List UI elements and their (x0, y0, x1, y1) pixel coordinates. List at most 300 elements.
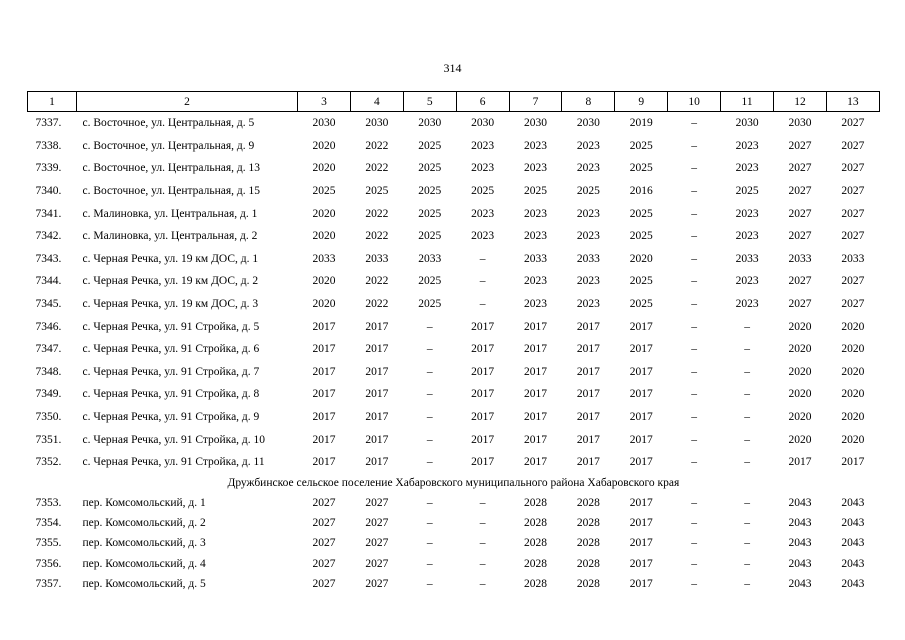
year-cell: 2027 (841, 117, 865, 130)
year-cell: – (691, 578, 698, 591)
header-cell: 6 (456, 92, 509, 112)
year-cell: 2017 (312, 320, 336, 333)
year-cell: – (691, 117, 698, 130)
year-cell: – (479, 252, 486, 265)
table-row (28, 225, 880, 248)
table-row (28, 406, 880, 429)
year-cell: 2017 (576, 365, 600, 378)
year-cell: 2017 (365, 320, 389, 333)
header-cell: 3 (298, 92, 351, 112)
header-row (28, 92, 880, 112)
year-cell: – (426, 496, 433, 509)
year-cell: – (479, 557, 486, 570)
table-row (28, 202, 880, 225)
address-cell: пер. Комсомольский, д. 1 (82, 496, 206, 509)
year-cell: – (744, 537, 750, 550)
year-cell: 2027 (841, 162, 865, 175)
year-cell: 2017 (788, 456, 812, 469)
year-cell: – (479, 496, 486, 509)
year-cell: – (479, 517, 486, 530)
year-cell: 2017 (312, 433, 336, 446)
address-cell: с. Восточное, ул. Центральная, д. 9 (82, 139, 255, 152)
year-cell: 2017 (471, 320, 495, 333)
year-cell: 2017 (471, 388, 495, 401)
row-number: 7338. (35, 139, 62, 152)
year-cell: 2022 (365, 207, 389, 220)
year-cell: – (744, 388, 750, 401)
year-cell: – (426, 578, 433, 591)
row-number: 7344. (35, 275, 62, 288)
year-cell: 2017 (471, 365, 495, 378)
year-cell: 2017 (629, 496, 653, 509)
year-cell: 2028 (524, 517, 547, 530)
year-cell: 2025 (418, 185, 442, 198)
year-cell: 2023 (471, 230, 495, 243)
year-cell: 2023 (524, 162, 547, 175)
year-cell: 2028 (524, 557, 547, 570)
year-cell: 2025 (418, 230, 442, 243)
year-cell: 2020 (312, 162, 336, 175)
year-cell: 2027 (365, 557, 389, 570)
year-cell: 2017 (629, 433, 653, 446)
year-cell: 2025 (735, 185, 759, 198)
table-row (28, 157, 880, 180)
year-cell: – (479, 275, 486, 288)
year-cell: – (744, 517, 750, 530)
year-cell: 2027 (365, 496, 389, 509)
row-number: 7351. (35, 433, 62, 446)
header-cell: 10 (668, 92, 721, 112)
year-cell: – (691, 275, 698, 288)
address-cell: с. Черная Речка, ул. 91 Стройка, д. 9 (82, 411, 260, 424)
year-cell: 2020 (312, 275, 336, 288)
year-cell: 2023 (524, 139, 547, 152)
year-cell: 2025 (418, 275, 442, 288)
row-number: 7342. (35, 230, 62, 243)
row-number: 7349. (35, 388, 62, 401)
row-number: 7355. (35, 537, 62, 550)
year-cell: 2017 (841, 456, 865, 469)
year-cell: – (691, 252, 698, 265)
year-cell: – (691, 388, 698, 401)
year-cell: 2028 (576, 557, 600, 570)
address-cell: с. Восточное, ул. Центральная, д. 5 (82, 117, 255, 130)
address-cell: пер. Комсомольский, д. 2 (82, 517, 206, 530)
year-cell: – (426, 411, 433, 424)
header-cell: 2 (77, 92, 298, 112)
year-cell: 2020 (841, 411, 865, 424)
year-cell: 2023 (576, 162, 600, 175)
year-cell: 2017 (524, 320, 547, 333)
year-cell: 2025 (418, 298, 442, 311)
year-cell: – (744, 433, 750, 446)
year-cell: 2023 (576, 275, 600, 288)
year-cell: 2025 (629, 275, 653, 288)
header-cell: 5 (403, 92, 456, 112)
table-row (28, 493, 880, 513)
year-cell: 2020 (312, 298, 336, 311)
year-cell: 2043 (841, 537, 865, 550)
year-cell: 2030 (365, 117, 389, 130)
year-cell: 2017 (471, 411, 495, 424)
table-row (28, 135, 880, 158)
year-cell: 2017 (629, 411, 653, 424)
year-cell: 2020 (312, 230, 336, 243)
year-cell: 2017 (365, 433, 389, 446)
year-cell: 2022 (365, 162, 389, 175)
year-cell: 2027 (841, 207, 865, 220)
year-cell: 2025 (629, 230, 653, 243)
year-cell: 2023 (471, 207, 495, 220)
year-cell: 2027 (365, 578, 389, 591)
year-cell: 2033 (841, 252, 865, 265)
year-cell: 2028 (524, 578, 547, 591)
year-cell: 2030 (471, 117, 495, 130)
year-cell: 2020 (788, 433, 812, 446)
year-cell: 2023 (524, 275, 547, 288)
year-cell: 2017 (629, 537, 653, 550)
table-row (28, 293, 880, 316)
table-row (28, 180, 880, 203)
section-title: Дружбинское сельское поселение Хабаровского муниципального района Хабаровского края (227, 477, 680, 489)
table-row (28, 428, 880, 451)
year-cell: 2017 (576, 320, 600, 333)
year-cell: – (744, 411, 750, 424)
year-cell: – (426, 433, 433, 446)
year-cell: 2017 (365, 365, 389, 378)
year-cell: 2017 (312, 411, 336, 424)
year-cell: – (691, 185, 698, 198)
year-cell: 2027 (788, 275, 812, 288)
section-row (28, 474, 880, 493)
row-number: 7354. (35, 517, 62, 530)
year-cell: 2027 (365, 517, 389, 530)
year-cell: – (744, 557, 750, 570)
year-cell: 2017 (524, 433, 547, 446)
year-cell: 2030 (524, 117, 547, 130)
year-cell: 2027 (788, 139, 812, 152)
address-cell: с. Восточное, ул. Центральная, д. 15 (82, 185, 260, 198)
table-row (28, 574, 880, 594)
year-cell: 2020 (788, 343, 812, 356)
header-cell: 8 (562, 92, 615, 112)
year-cell: 2017 (365, 343, 389, 356)
table-row (28, 554, 880, 574)
year-cell: – (691, 365, 698, 378)
row-number: 7345. (35, 298, 62, 311)
year-cell: – (691, 230, 698, 243)
year-cell: – (426, 557, 433, 570)
address-cell: с. Черная Речка, ул. 91 Стройка, д. 7 (82, 365, 260, 378)
year-cell: 2020 (841, 320, 865, 333)
year-cell: – (691, 298, 698, 311)
year-cell: 2017 (524, 411, 547, 424)
year-cell: 2020 (788, 411, 812, 424)
year-cell: 2023 (524, 230, 547, 243)
year-cell: 2017 (471, 343, 495, 356)
address-cell: с. Черная Речка, ул. 91 Стройка, д. 11 (82, 456, 265, 469)
address-cell: с. Малиновка, ул. Центральная, д. 2 (82, 230, 258, 243)
year-cell: 2023 (576, 230, 600, 243)
address-cell: пер. Комсомольский, д. 3 (82, 537, 206, 550)
year-cell: 2017 (629, 343, 653, 356)
year-cell: 2020 (312, 139, 336, 152)
table-row (28, 315, 880, 338)
address-cell: пер. Комсомольский, д. 4 (82, 557, 206, 570)
table-row (28, 112, 880, 135)
row-number: 7341. (35, 207, 62, 220)
year-cell: 2025 (418, 162, 442, 175)
year-cell: 2033 (418, 252, 442, 265)
year-cell: 2028 (576, 578, 600, 591)
year-cell: 2027 (788, 162, 812, 175)
year-cell: 2016 (629, 185, 653, 198)
year-cell: 2017 (629, 578, 653, 591)
year-cell: 2023 (735, 230, 759, 243)
year-cell: – (744, 320, 750, 333)
year-cell: – (691, 162, 698, 175)
year-cell: – (691, 557, 698, 570)
year-cell: 2027 (841, 275, 865, 288)
year-cell: 2027 (312, 578, 336, 591)
year-cell: – (426, 517, 433, 530)
table-row (28, 270, 880, 293)
table-row (28, 451, 880, 474)
year-cell: – (691, 411, 698, 424)
row-number: 7340. (35, 185, 62, 198)
year-cell: 2017 (524, 388, 547, 401)
year-cell: 2043 (788, 517, 812, 530)
year-cell: 2017 (629, 320, 653, 333)
address-cell: с. Черная Речка, ул. 91 Стройка, д. 10 (82, 433, 266, 446)
year-cell: 2020 (788, 388, 812, 401)
year-cell: 2027 (841, 230, 865, 243)
row-number: 7348. (35, 365, 62, 378)
year-cell: 2028 (576, 537, 600, 550)
row-number: 7357. (35, 578, 62, 591)
year-cell: 2023 (735, 162, 759, 175)
year-cell: 2023 (576, 207, 600, 220)
address-cell: с. Черная Речка, ул. 19 км ДОС, д. 3 (82, 298, 259, 311)
year-cell: 2027 (312, 557, 336, 570)
year-cell: – (691, 343, 698, 356)
year-cell: – (426, 456, 433, 469)
year-cell: 2033 (735, 252, 759, 265)
year-cell: 2023 (735, 298, 759, 311)
year-cell: 2033 (576, 252, 600, 265)
year-cell: 2028 (576, 517, 600, 530)
header-cell: 13 (826, 92, 879, 112)
year-cell: 2025 (365, 185, 389, 198)
year-cell: – (426, 320, 433, 333)
header-cell: 11 (721, 92, 774, 112)
row-number: 7353. (35, 496, 62, 509)
year-cell: 2017 (576, 388, 600, 401)
year-cell: 2017 (365, 456, 389, 469)
row-number: 7347. (35, 343, 62, 356)
year-cell: 2023 (471, 162, 495, 175)
year-cell: 2027 (365, 537, 389, 550)
year-cell: – (479, 298, 486, 311)
year-cell: 2025 (629, 207, 653, 220)
year-cell: 2017 (471, 433, 495, 446)
year-cell: 2023 (735, 207, 759, 220)
year-cell: 2043 (841, 517, 865, 530)
year-cell: 2043 (788, 557, 812, 570)
year-cell: 2023 (524, 207, 547, 220)
address-cell: с. Восточное, ул. Центральная, д. 13 (82, 162, 260, 175)
row-number: 7356. (35, 557, 62, 570)
year-cell: – (744, 578, 750, 591)
year-cell: 2017 (524, 343, 547, 356)
year-cell: 2027 (312, 496, 336, 509)
year-cell: 2025 (471, 185, 495, 198)
year-cell: 2028 (524, 537, 547, 550)
address-cell: с. Черная Речка, ул. 91 Стройка, д. 6 (82, 343, 260, 356)
address-cell: с. Черная Речка, ул. 91 Стройка, д. 8 (82, 388, 260, 401)
year-cell: 2017 (629, 456, 653, 469)
row-number: 7343. (35, 252, 62, 265)
year-cell: – (691, 207, 698, 220)
table-row (28, 338, 880, 361)
year-cell: 2033 (312, 252, 336, 265)
year-cell: 2019 (629, 117, 653, 130)
year-cell: – (691, 496, 698, 509)
year-cell: 2033 (788, 252, 812, 265)
year-cell: 2025 (576, 185, 600, 198)
page-number: 314 (443, 61, 462, 75)
year-cell: – (426, 343, 433, 356)
year-cell: 2017 (576, 343, 600, 356)
year-cell: 2030 (788, 117, 812, 130)
year-cell: 2027 (788, 230, 812, 243)
year-cell: – (479, 537, 486, 550)
year-cell: – (691, 537, 698, 550)
year-cell: 2030 (576, 117, 600, 130)
year-cell: 2022 (365, 298, 389, 311)
year-cell: 2043 (788, 578, 812, 591)
row-number: 7352. (35, 456, 62, 469)
year-cell: 2025 (312, 185, 336, 198)
year-cell: 2025 (629, 298, 653, 311)
year-cell: – (426, 537, 433, 550)
year-cell: 2017 (312, 456, 336, 469)
year-cell: 2020 (788, 320, 812, 333)
year-cell: 2022 (365, 275, 389, 288)
year-cell: 2027 (788, 207, 812, 220)
year-cell: 2017 (312, 388, 336, 401)
year-cell: 2022 (365, 230, 389, 243)
row-number: 7350. (35, 411, 62, 424)
year-cell: – (744, 496, 750, 509)
year-cell: 2023 (576, 298, 600, 311)
year-cell: 2017 (629, 388, 653, 401)
year-cell: 2022 (365, 139, 389, 152)
year-cell: 2017 (524, 456, 547, 469)
year-cell: 2030 (735, 117, 759, 130)
year-cell: 2030 (418, 117, 442, 130)
year-cell: 2023 (524, 298, 547, 311)
year-cell: – (479, 578, 486, 591)
year-cell: 2027 (312, 517, 336, 530)
address-cell: с. Черная Речка, ул. 19 км ДОС, д. 2 (82, 275, 259, 288)
year-cell: 2020 (841, 343, 865, 356)
year-cell: 2028 (524, 496, 547, 509)
year-cell: 2025 (524, 185, 547, 198)
year-cell: 2017 (312, 365, 336, 378)
year-cell: – (744, 343, 750, 356)
year-cell: 2020 (841, 433, 865, 446)
year-cell: 2027 (788, 298, 812, 311)
year-cell: 2025 (629, 139, 653, 152)
year-cell: 2017 (576, 433, 600, 446)
year-cell: 2033 (524, 252, 547, 265)
year-cell: 2017 (576, 411, 600, 424)
year-cell: – (744, 365, 750, 378)
header-cell: 4 (350, 92, 403, 112)
year-cell: 2027 (841, 139, 865, 152)
year-cell: 2020 (841, 365, 865, 378)
year-cell: 2030 (312, 117, 336, 130)
year-cell: 2023 (735, 275, 759, 288)
year-cell: – (691, 139, 698, 152)
year-cell: 2017 (524, 365, 547, 378)
year-cell: 2043 (841, 557, 865, 570)
header-cell: 12 (774, 92, 827, 112)
year-cell: 2043 (841, 496, 865, 509)
year-cell: 2017 (629, 517, 653, 530)
year-cell: 2043 (841, 578, 865, 591)
row-number: 7337. (35, 117, 62, 130)
year-cell: 2017 (471, 456, 495, 469)
year-cell: 2017 (576, 456, 600, 469)
year-cell: 2017 (629, 557, 653, 570)
year-cell: 2020 (312, 207, 336, 220)
year-cell: 2020 (788, 365, 812, 378)
year-cell: – (691, 456, 698, 469)
address-cell: с. Черная Речка, ул. 19 км ДОС, д. 1 (82, 252, 259, 265)
year-cell: 2043 (788, 496, 812, 509)
address-cell: с. Черная Речка, ул. 91 Стройка, д. 5 (82, 320, 260, 333)
table-row (28, 383, 880, 406)
year-cell: – (744, 456, 750, 469)
year-cell: – (426, 365, 433, 378)
table-row (28, 513, 880, 533)
year-cell: 2020 (629, 252, 653, 265)
year-cell: 2027 (841, 298, 865, 311)
year-cell: 2017 (629, 365, 653, 378)
year-cell: 2027 (312, 537, 336, 550)
year-cell: – (426, 388, 433, 401)
header-cell: 1 (28, 92, 77, 112)
year-cell: 2043 (788, 537, 812, 550)
year-cell: – (691, 517, 698, 530)
address-cell: пер. Комсомольский, д. 5 (82, 578, 206, 591)
data-table (27, 91, 880, 594)
year-cell: 2020 (841, 388, 865, 401)
table-row (28, 248, 880, 271)
year-cell: 2023 (576, 139, 600, 152)
year-cell: 2033 (365, 252, 389, 265)
row-number: 7346. (35, 320, 62, 333)
year-cell: 2017 (365, 411, 389, 424)
year-cell: 2028 (576, 496, 600, 509)
year-cell: 2025 (629, 162, 653, 175)
table-row (28, 533, 880, 553)
year-cell: 2023 (471, 139, 495, 152)
header-cell: 9 (615, 92, 668, 112)
year-cell: 2027 (788, 185, 812, 198)
